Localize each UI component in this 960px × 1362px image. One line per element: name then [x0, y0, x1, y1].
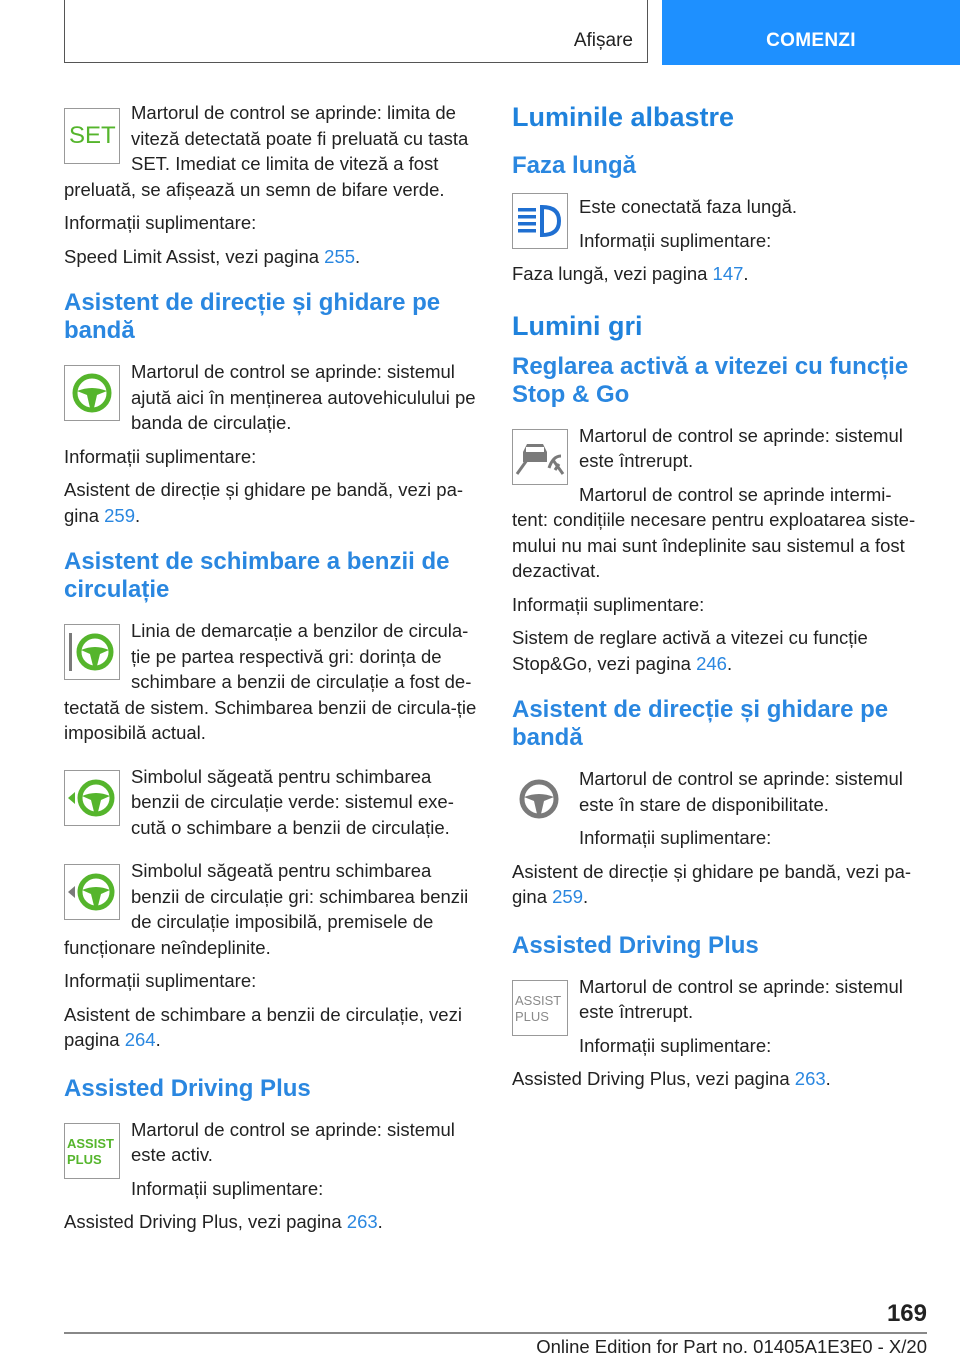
- page-header: [0, 0, 960, 66]
- entry-set: [64, 100, 478, 202]
- steering-reference: Asistent de direcție și ghidare pe bandă, vezi pa-gina 259.: [64, 479, 464, 526]
- set-icon: [64, 108, 120, 164]
- page-link-263[interactable]: 263: [346, 1211, 378, 1232]
- heading-grey-lights: Lumini gri: [512, 310, 643, 341]
- lane-reference: Asistent de schimbare a benzii de circulație, vezi pagina 264.: [64, 1003, 462, 1050]
- cruise-control-grey-icon: [512, 429, 568, 485]
- page-link-263-right[interactable]: 263: [794, 1068, 826, 1089]
- section-label: Afișare: [573, 30, 633, 51]
- adp-active-description: Martorul de control se aprinde: sistemul este activ.: [131, 1118, 455, 1165]
- set-description: Martorul de control se aprinde: limita de viteză detectată poate fi preluată cu tasta SET. Imediat ce limita de viteză a fost preluată, se afișează un semn de bifare verde.: [64, 102, 469, 200]
- lane-grey-line-description: Linia de demarcație a benzilor de circula-ție pe partea respectivă gri: dorința de schimbare a benzii de circulație a fost de-tectată de sistem. Schimbarea benzii de circula-ție imposibilă actual.: [64, 620, 477, 743]
- left-column: [64, 100, 478, 1243]
- lane-change-grey-line-icon: [64, 624, 120, 680]
- heading-high-beam: Faza lungă: [512, 152, 637, 179]
- entry-steering-standby: [512, 766, 926, 851]
- entry-lane-grey-line: [64, 618, 478, 746]
- high-beam-reference: Faza lungă, vezi pagina 147.: [512, 263, 749, 284]
- page-number: 169: [886, 1300, 927, 1327]
- steering-standby-info-label: Informații suplimentare:: [579, 827, 772, 848]
- page-link-259[interactable]: 259: [104, 504, 135, 526]
- steering-wheel-grey-icon: [512, 772, 568, 828]
- heading-active-cruise: Reglarea activă a vitezei cu funcție Stop & Go: [512, 352, 909, 408]
- acc-info-label: Informații suplimentare:: [512, 593, 705, 615]
- acc-interrupted-description: Martorul de control se aprinde: sistemul este întrerupt.: [579, 424, 903, 471]
- high-beam-info-label: Informații suplimentare:: [579, 229, 772, 251]
- lane-change-green-arrow-icon: [64, 770, 120, 826]
- lane-info-label: Informații suplimentare:: [64, 970, 257, 991]
- set-icon-label: SET: [69, 122, 116, 149]
- steering-standby-description: Martorul de control se aprinde: sistemul este în stare de disponibilitate.: [579, 768, 903, 815]
- page-link-147[interactable]: 147: [712, 263, 744, 284]
- adp-interrupted-info-label: Informații suplimentare:: [579, 1034, 772, 1056]
- assist-icon-line1: ASSIST: [67, 1135, 114, 1151]
- acc-reference: Sistem de reglare activă a vitezei cu funcție Stop&Go, vezi pagina 246.: [512, 627, 868, 674]
- edition-text: Online Edition for Part no. 01405A1E3E0 - X/20: [536, 1336, 927, 1357]
- heading-steering-assist-grey: Asistent de direcție și ghidare pe bandă: [512, 696, 889, 751]
- lane-change-grey-arrow-icon: [64, 864, 120, 920]
- entry-lane-green-arrow: [64, 764, 478, 841]
- heading-steering-assist: Asistent de direcție și ghidare pe bandă: [64, 289, 441, 344]
- entry-adp-interrupted: [512, 974, 926, 1059]
- steering-info-label: Informații suplimentare:: [64, 445, 257, 467]
- entry-acc-interrupted: [512, 423, 926, 584]
- set-info-label: Informații suplimentare:: [64, 212, 257, 233]
- heading-blue-lights: Luminile albastre: [512, 102, 735, 132]
- adp-info-label: Informații suplimentare:: [131, 1177, 324, 1199]
- page-link-259-right[interactable]: 259: [552, 886, 583, 907]
- steering-standby-reference: Asistent de direcție și ghidare pe bandă, vezi pa-gina 259.: [512, 860, 912, 907]
- assist-icon-line2: PLUS: [67, 1151, 102, 1167]
- heading-lane-change: Asistent de schimbare a benzii de circulație: [64, 548, 450, 603]
- assist-grey-icon-line1: ASSIST: [515, 992, 562, 1008]
- entry-high-beam: [512, 194, 926, 287]
- footer-divider: [64, 1332, 927, 1334]
- assist-plus-grey-icon: [512, 980, 568, 1036]
- adp-interrupted-reference: Assisted Driving Plus, vezi pagina 263.: [512, 1068, 831, 1089]
- section-box: [64, 0, 648, 63]
- high-beam-icon: [512, 193, 568, 249]
- lane-grey-arrow-description: Simbolul săgeată pentru schimbarea benzii de circulație gri: schimbarea benzii de circulație imposibilă, premisele de funcționare neîndeplinite.: [64, 860, 469, 958]
- high-beam-description: Este conectată faza lungă.: [579, 196, 798, 217]
- page-link-246[interactable]: 246: [696, 652, 727, 674]
- lane-green-arrow-description: Simbolul săgeată pentru schimbarea benzii de circulație verde: sistemul exe-cută o schimbare a benzii de circulație.: [131, 765, 454, 838]
- adp-reference: Assisted Driving Plus, vezi pagina 263.: [64, 1211, 383, 1232]
- right-column: [512, 100, 926, 1100]
- acc-flashing-description: Martorul de control se aprinde intermi-tent: condițiile necesare pentru exploatarea siste-mului nu mai sunt îndeplinite sau sistemul a fost dezactivat.: [512, 483, 916, 581]
- entry-adp-active: [64, 1117, 478, 1202]
- steering-active-description: Martorul de control se aprinde: sistemul ajută aici în menținerea autovehiculului pe banda de circulație.: [131, 361, 476, 433]
- page-link-255[interactable]: 255: [324, 245, 356, 267]
- chapter-tab[interactable]: [662, 0, 960, 65]
- steering-wheel-green-icon: [64, 365, 120, 421]
- adp-interrupted-description: Martorul de control se aprinde: sistemul este întrerupt.: [579, 975, 903, 1022]
- entry-lane-grey-arrow: [64, 858, 478, 960]
- assist-plus-green-icon: [64, 1123, 120, 1179]
- set-reference: Speed Limit Assist, vezi pagina 255.: [64, 245, 361, 267]
- chapter-tab-label: COMENZI: [766, 30, 856, 51]
- heading-assisted-driving-plus: Assisted Driving Plus: [64, 1074, 311, 1102]
- entry-steering-active: [64, 359, 478, 436]
- heading-assisted-driving-plus-grey: Assisted Driving Plus: [512, 931, 759, 959]
- assist-grey-icon-line2: PLUS: [515, 1008, 549, 1024]
- page-link-264[interactable]: 264: [124, 1029, 156, 1050]
